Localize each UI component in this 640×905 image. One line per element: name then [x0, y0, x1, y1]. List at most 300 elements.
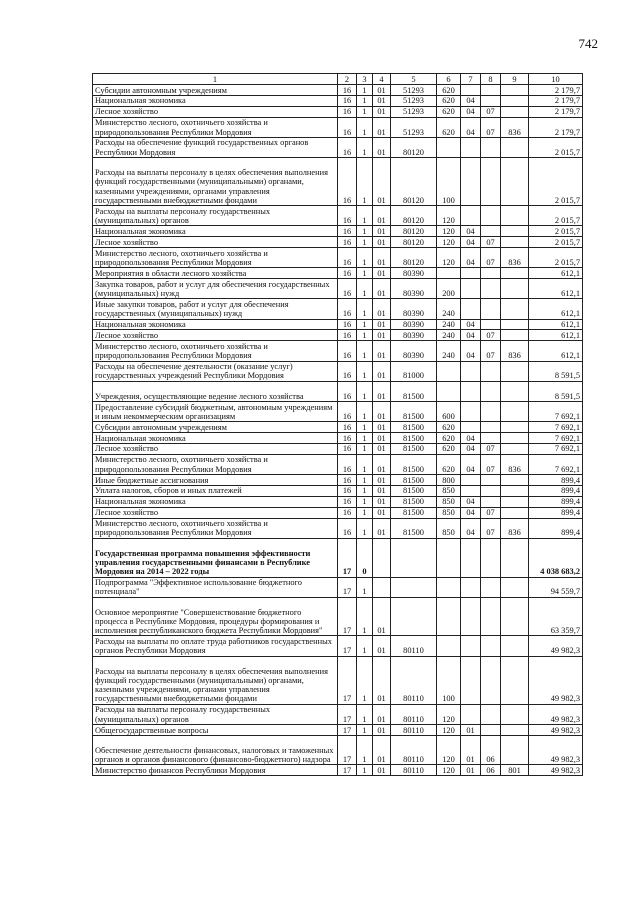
row-sum: 7 692,1 [529, 422, 583, 433]
row-sum: 2 015,7 [529, 137, 583, 157]
code-col-8 [481, 401, 501, 421]
row-sum: 612,1 [529, 268, 583, 279]
code-col-6: 620 [437, 432, 461, 443]
code-col-4: 01 [373, 443, 391, 454]
code-col-5: 51293 [391, 117, 437, 137]
row-name: Лесное хозяйство [93, 507, 338, 518]
code-col-7 [461, 422, 481, 433]
code-col-2: 16 [338, 474, 357, 485]
code-col-9 [501, 106, 529, 117]
code-col-8: 07 [481, 518, 501, 538]
table-row [93, 474, 583, 485]
row-sum: 899,4 [529, 485, 583, 496]
code-col-4: 01 [373, 106, 391, 117]
code-col-6 [437, 597, 461, 636]
table-row [93, 401, 583, 421]
row-name: Министерство лесного, охотничьего хозяйства и природопользования Республики Мордовия [93, 248, 338, 268]
row-sum: 2 015,7 [529, 158, 583, 206]
row-sum: 49 982,3 [529, 724, 583, 735]
code-col-4: 01 [373, 518, 391, 538]
row-name: Расходы на выплаты персоналу в целях обеспечения выполнения функций государственными (муниципальными) органами, казенными учреждениями, органами управления государственными внебюджетными фондами [93, 656, 338, 704]
code-col-7: 04 [461, 518, 481, 538]
code-col-9 [501, 577, 529, 597]
code-col-8 [481, 636, 501, 656]
code-col-4: 01 [373, 724, 391, 735]
code-col-6: 620 [437, 443, 461, 454]
code-col-8 [481, 85, 501, 96]
code-col-3: 1 [357, 454, 373, 474]
code-col-8: 07 [481, 443, 501, 454]
row-name: Расходы на выплаты персоналу в целях обеспечения выполнения функций государственными (муниципальными) органами, казенными учреждениями, органами управления государственными внебюджетными фондами [93, 158, 338, 206]
code-col-3: 1 [357, 137, 373, 157]
code-col-3: 1 [357, 735, 373, 765]
code-col-6: 100 [437, 656, 461, 704]
code-col-7: 04 [461, 496, 481, 507]
code-col-8: 07 [481, 341, 501, 361]
table-row [93, 237, 583, 248]
code-col-8: 06 [481, 735, 501, 765]
row-name: Основное мероприятие "Совершенствование бюджетного процесса в Республике Мордовия, процедуры формирования и исполнения республиканского бюджета Республики Мордовия" [93, 597, 338, 636]
code-col-5: 81500 [391, 443, 437, 454]
code-col-5: 80390 [391, 268, 437, 279]
code-col-9 [501, 319, 529, 330]
table-row [93, 443, 583, 454]
row-sum: 4 038 683,2 [529, 538, 583, 577]
code-col-8: 07 [481, 106, 501, 117]
table-row [93, 106, 583, 117]
code-col-3: 1 [357, 237, 373, 248]
row-sum: 8 591,5 [529, 381, 583, 401]
code-col-4 [373, 538, 391, 577]
code-col-5: 80390 [391, 330, 437, 341]
code-col-6: 120 [437, 704, 461, 724]
code-col-6 [437, 361, 461, 381]
table-row [93, 518, 583, 538]
code-col-4: 01 [373, 248, 391, 268]
code-col-9 [501, 237, 529, 248]
code-col-7 [461, 656, 481, 704]
row-sum: 2 179,7 [529, 85, 583, 96]
col-header: 5 [391, 74, 437, 85]
code-col-2: 17 [338, 656, 357, 704]
code-col-5: 81500 [391, 401, 437, 421]
row-sum: 2 015,7 [529, 237, 583, 248]
code-col-2: 16 [338, 341, 357, 361]
code-col-3: 1 [357, 401, 373, 421]
code-col-2: 16 [338, 381, 357, 401]
code-col-8: 07 [481, 248, 501, 268]
row-name: Закупка товаров, работ и услуг для обеспечения государственных (муниципальных) нужд [93, 279, 338, 299]
code-col-5: 80390 [391, 279, 437, 299]
code-col-6: 240 [437, 319, 461, 330]
code-col-5: 80110 [391, 656, 437, 704]
code-col-9 [501, 226, 529, 237]
row-sum: 49 982,3 [529, 656, 583, 704]
code-col-8: 07 [481, 237, 501, 248]
row-sum: 2 015,7 [529, 206, 583, 226]
code-col-7 [461, 401, 481, 421]
row-sum: 7 692,1 [529, 401, 583, 421]
code-col-6: 240 [437, 299, 461, 319]
code-col-7: 01 [461, 724, 481, 735]
code-col-7 [461, 381, 481, 401]
code-col-6: 120 [437, 248, 461, 268]
code-col-8 [481, 206, 501, 226]
code-col-4 [373, 577, 391, 597]
code-col-4: 01 [373, 85, 391, 96]
code-col-5 [391, 577, 437, 597]
code-col-8 [481, 538, 501, 577]
code-col-8 [481, 577, 501, 597]
code-col-6 [437, 381, 461, 401]
table-row [93, 206, 583, 226]
code-col-2: 16 [338, 237, 357, 248]
table-row [93, 319, 583, 330]
row-name: Уплата налогов, сборов и иных платежей [93, 485, 338, 496]
table-row [93, 117, 583, 137]
table-row [93, 137, 583, 157]
code-col-9 [501, 724, 529, 735]
code-col-4: 01 [373, 330, 391, 341]
col-header: 2 [338, 74, 357, 85]
table-row [93, 636, 583, 656]
code-col-4: 01 [373, 237, 391, 248]
row-name: Лесное хозяйство [93, 443, 338, 454]
code-col-4: 01 [373, 226, 391, 237]
code-col-3: 1 [357, 636, 373, 656]
code-col-7: 04 [461, 248, 481, 268]
row-name: Лесное хозяйство [93, 237, 338, 248]
code-col-3: 1 [357, 432, 373, 443]
page-number: 742 [578, 36, 598, 51]
table-row [93, 226, 583, 237]
row-name: Расходы на выплаты по оплате труда работников государственных органов Республики Мордовия [93, 636, 338, 656]
code-col-9 [501, 268, 529, 279]
code-col-9 [501, 597, 529, 636]
code-col-5: 81500 [391, 381, 437, 401]
code-col-4: 01 [373, 485, 391, 496]
code-col-5: 51293 [391, 95, 437, 106]
code-col-6: 120 [437, 765, 461, 776]
code-col-3: 1 [357, 361, 373, 381]
code-col-7: 04 [461, 507, 481, 518]
code-col-9 [501, 85, 529, 96]
code-col-5: 81500 [391, 507, 437, 518]
code-col-2: 16 [338, 268, 357, 279]
code-col-7 [461, 299, 481, 319]
table-row [93, 330, 583, 341]
code-col-7 [461, 485, 481, 496]
code-col-3: 1 [357, 158, 373, 206]
code-col-5: 80110 [391, 704, 437, 724]
code-col-7: 01 [461, 765, 481, 776]
code-col-2: 16 [338, 137, 357, 157]
code-col-9 [501, 158, 529, 206]
code-col-7 [461, 206, 481, 226]
code-col-8 [481, 422, 501, 433]
code-col-2: 16 [338, 518, 357, 538]
code-col-3: 1 [357, 507, 373, 518]
code-col-2: 16 [338, 319, 357, 330]
code-col-7: 04 [461, 319, 481, 330]
code-col-3: 1 [357, 577, 373, 597]
code-col-3: 1 [357, 381, 373, 401]
row-sum: 7 692,1 [529, 443, 583, 454]
code-col-5: 80120 [391, 158, 437, 206]
table-row [93, 95, 583, 106]
code-col-4: 01 [373, 401, 391, 421]
row-name: Национальная экономика [93, 496, 338, 507]
code-col-3: 1 [357, 206, 373, 226]
code-col-2: 16 [338, 361, 357, 381]
row-name: Субсидии автономным учреждениям [93, 85, 338, 96]
code-col-6: 600 [437, 401, 461, 421]
code-col-2: 17 [338, 724, 357, 735]
code-col-9 [501, 704, 529, 724]
row-name: Предоставление субсидий бюджетным, автономным учреждениям и иным некоммерческим организациям [93, 401, 338, 421]
code-col-4: 01 [373, 137, 391, 157]
code-col-4: 01 [373, 158, 391, 206]
code-col-9 [501, 299, 529, 319]
code-col-5: 80120 [391, 137, 437, 157]
code-col-5: 80390 [391, 299, 437, 319]
code-col-8 [481, 137, 501, 157]
code-col-3: 1 [357, 765, 373, 776]
row-sum: 94 559,7 [529, 577, 583, 597]
code-col-4: 01 [373, 341, 391, 361]
row-sum: 612,1 [529, 330, 583, 341]
code-col-6: 120 [437, 735, 461, 765]
table-row [93, 361, 583, 381]
code-col-7: 04 [461, 95, 481, 106]
code-col-2: 16 [338, 507, 357, 518]
code-col-2: 16 [338, 454, 357, 474]
code-col-7 [461, 137, 481, 157]
code-col-5: 80110 [391, 735, 437, 765]
table-body [93, 85, 583, 776]
code-col-8 [481, 597, 501, 636]
code-col-4: 01 [373, 299, 391, 319]
code-col-6: 120 [437, 226, 461, 237]
header-row [93, 74, 583, 85]
code-col-6: 850 [437, 496, 461, 507]
table-row [93, 248, 583, 268]
code-col-5 [391, 538, 437, 577]
row-name: Иные закупки товаров, работ и услуг для обеспечения государственных (муниципальных) нужд [93, 299, 338, 319]
row-name: Расходы на обеспечение деятельности (оказание услуг) государственных учреждений Республики Мордовия [93, 361, 338, 381]
col-header: 6 [437, 74, 461, 85]
code-col-2: 16 [338, 106, 357, 117]
code-col-4: 01 [373, 507, 391, 518]
row-name: Подпрограмма "Эффективное использование бюджетного потенциала" [93, 577, 338, 597]
code-col-7 [461, 597, 481, 636]
code-col-2: 16 [338, 443, 357, 454]
code-col-6 [437, 577, 461, 597]
row-sum: 899,4 [529, 518, 583, 538]
code-col-2: 17 [338, 597, 357, 636]
code-col-2: 16 [338, 401, 357, 421]
code-col-6 [437, 268, 461, 279]
row-name: Мероприятия в области лесного хозяйства [93, 268, 338, 279]
table-row [93, 597, 583, 636]
code-col-7 [461, 636, 481, 656]
code-col-9: 836 [501, 117, 529, 137]
row-name: Обеспечение деятельности финансовых, налоговых и таможенных органов и органов финансового (финансово-бюджетного) надзора [93, 735, 338, 765]
code-col-3: 1 [357, 597, 373, 636]
code-col-6: 200 [437, 279, 461, 299]
code-col-4: 01 [373, 636, 391, 656]
code-col-2: 16 [338, 85, 357, 96]
code-col-7: 04 [461, 432, 481, 443]
code-col-6: 620 [437, 106, 461, 117]
row-sum: 7 692,1 [529, 432, 583, 443]
row-sum: 49 982,3 [529, 765, 583, 776]
code-col-4: 01 [373, 656, 391, 704]
code-col-7 [461, 361, 481, 381]
row-name: Национальная экономика [93, 432, 338, 443]
code-col-6: 620 [437, 454, 461, 474]
row-sum: 2 179,7 [529, 106, 583, 117]
code-col-7 [461, 268, 481, 279]
code-col-8: 07 [481, 454, 501, 474]
col-header: 10 [529, 74, 583, 85]
row-name: Национальная экономика [93, 319, 338, 330]
row-name: Министерство финансов Республики Мордовия [93, 765, 338, 776]
code-col-8 [481, 724, 501, 735]
code-col-9 [501, 656, 529, 704]
code-col-5: 80120 [391, 206, 437, 226]
col-header: 8 [481, 74, 501, 85]
code-col-8 [481, 432, 501, 443]
table-row [93, 279, 583, 299]
code-col-2: 16 [338, 299, 357, 319]
code-col-8 [481, 95, 501, 106]
code-col-9: 836 [501, 454, 529, 474]
code-col-8 [481, 319, 501, 330]
code-col-4: 01 [373, 319, 391, 330]
code-col-4: 01 [373, 704, 391, 724]
code-col-4: 01 [373, 735, 391, 765]
code-col-4: 01 [373, 474, 391, 485]
code-col-3: 1 [357, 341, 373, 361]
table-row [93, 341, 583, 361]
code-col-2: 16 [338, 432, 357, 443]
code-col-5: 51293 [391, 106, 437, 117]
code-col-3: 1 [357, 226, 373, 237]
code-col-7: 04 [461, 106, 481, 117]
col-header: 7 [461, 74, 481, 85]
table-row [93, 538, 583, 577]
code-col-5: 80120 [391, 226, 437, 237]
code-col-6: 620 [437, 85, 461, 96]
code-col-3: 1 [357, 656, 373, 704]
code-col-3: 1 [357, 330, 373, 341]
code-col-8 [481, 704, 501, 724]
code-col-7: 04 [461, 454, 481, 474]
code-col-8 [481, 656, 501, 704]
code-col-7: 04 [461, 443, 481, 454]
row-name: Министерство лесного, охотничьего хозяйства и природопользования Республики Мордовия [93, 518, 338, 538]
row-name: Иные бюджетные ассигнования [93, 474, 338, 485]
code-col-2: 17 [338, 765, 357, 776]
code-col-5: 81500 [391, 454, 437, 474]
code-col-6: 120 [437, 724, 461, 735]
row-sum: 899,4 [529, 474, 583, 485]
code-col-9 [501, 636, 529, 656]
code-col-3: 1 [357, 117, 373, 137]
table-row [93, 724, 583, 735]
code-col-4: 01 [373, 268, 391, 279]
code-col-7: 04 [461, 117, 481, 137]
code-col-8 [481, 485, 501, 496]
code-col-2: 16 [338, 279, 357, 299]
row-sum: 612,1 [529, 279, 583, 299]
row-name: Расходы на обеспечение функций государственных органов Республики Мордовия [93, 137, 338, 157]
row-name: Государственная программа повышения эффективности управления государственными финансами в Республике Мордовия на 2014 – 2022 годы [93, 538, 338, 577]
code-col-9 [501, 137, 529, 157]
table-row [93, 735, 583, 765]
code-col-3: 1 [357, 279, 373, 299]
row-name: Субсидии автономным учреждениям [93, 422, 338, 433]
code-col-7 [461, 474, 481, 485]
code-col-9 [501, 206, 529, 226]
code-col-2: 17 [338, 636, 357, 656]
code-col-2: 17 [338, 538, 357, 577]
code-col-3: 1 [357, 319, 373, 330]
code-col-4: 01 [373, 496, 391, 507]
code-col-7 [461, 577, 481, 597]
code-col-5: 81500 [391, 474, 437, 485]
row-sum: 2 179,7 [529, 95, 583, 106]
code-col-6 [437, 137, 461, 157]
code-col-2: 16 [338, 422, 357, 433]
row-sum: 899,4 [529, 496, 583, 507]
code-col-8 [481, 381, 501, 401]
code-col-3: 1 [357, 724, 373, 735]
code-col-8 [481, 361, 501, 381]
code-col-6: 850 [437, 485, 461, 496]
code-col-2: 16 [338, 95, 357, 106]
table-row [93, 268, 583, 279]
code-col-7: 01 [461, 735, 481, 765]
code-col-8 [481, 474, 501, 485]
row-sum: 2 015,7 [529, 248, 583, 268]
code-col-2: 16 [338, 206, 357, 226]
code-col-5: 81500 [391, 485, 437, 496]
code-col-5: 80120 [391, 248, 437, 268]
code-col-9: 836 [501, 341, 529, 361]
code-col-7 [461, 704, 481, 724]
code-col-5: 81500 [391, 432, 437, 443]
col-header: 4 [373, 74, 391, 85]
code-col-4: 01 [373, 432, 391, 443]
code-col-8: 07 [481, 117, 501, 137]
code-col-9 [501, 735, 529, 765]
code-col-9 [501, 422, 529, 433]
code-col-9 [501, 401, 529, 421]
row-name: Расходы на выплаты персоналу государственных (муниципальных) органов [93, 704, 338, 724]
code-col-5: 80120 [391, 237, 437, 248]
code-col-4: 01 [373, 279, 391, 299]
row-name: Расходы на выплаты персоналу государственных (муниципальных) органов [93, 206, 338, 226]
table-row [93, 454, 583, 474]
code-col-6: 100 [437, 158, 461, 206]
row-name: Национальная экономика [93, 226, 338, 237]
code-col-9 [501, 538, 529, 577]
code-col-3: 1 [357, 422, 373, 433]
col-header: 3 [357, 74, 373, 85]
code-col-2: 16 [338, 158, 357, 206]
